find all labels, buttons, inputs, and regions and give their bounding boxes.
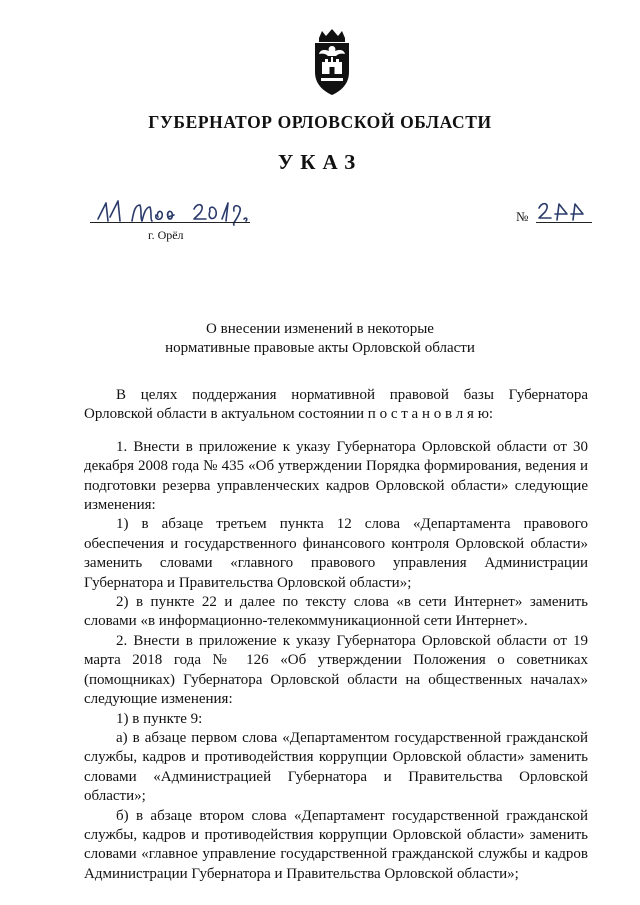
authority-title: ГУБЕРНАТОР ОРЛОВСКОЙ ОБЛАСТИ: [148, 112, 492, 132]
preamble-paragraph: В целях поддержания нормативной правовой базы Губернатора Орловской области в актуальном состоянии п о с т а н о в л я ю:: [84, 387, 588, 423]
clause-2: 2. Внести в приложение к указу Губернатора Орловской области от 19 марта 2018 года № 126 «Об утверждении Положения о советниках (помощниках) Губернатора Орловской области на общественных началах» следующие изменения:: [84, 632, 588, 708]
clause-2-item-1: 1) в пункте 9:: [116, 710, 203, 727]
clause-1-item-1: 1) в абзаце третьем пункта 12 слова «Департамента правового обеспечения и государственного финансового контроля Орловской области» заменить словами «главного правового управления Администрации Губернатора и Правительства Орловской области»;: [84, 516, 588, 591]
document-subject: [0, 320, 640, 358]
clause-1: 1. Внести в приложение к указу Губернатора Орловской области от 30 декабря 2008 года № 435 «Об утверждении Порядка формирования, ведения и подготовки резерва управленческих кадров Орловской области» следующие изменения:: [84, 438, 588, 514]
city-label: г. Орёл: [148, 228, 184, 242]
clause-2-item-1b: б) в абзаце втором слова «Департамент государственной гражданской службы, кадров и противодействия коррупции Орловской области» заменить словами «главное управление государственной гражданской службы и кадров Администрации Губернатора и Правительства Орловской области»;: [84, 807, 588, 882]
date-underline: [90, 222, 250, 223]
number-underline: [536, 222, 592, 223]
number-label: №: [516, 209, 529, 224]
subject-line-1: О внесении изменений в некоторые: [206, 321, 434, 337]
subject-line-2: нормативные правовые акты Орловской области: [165, 340, 475, 356]
document-type-title: УКАЗ: [277, 150, 363, 174]
clause-2-item-1a: а) в абзаце первом слова «Департаментом государственной гражданской службы, кадров и противодействия коррупции Орловской области» заменить словами «Администрацией Губернатора и Правительства Орловской области»;: [84, 729, 588, 805]
orel-region-coat-of-arms-icon: [307, 28, 357, 98]
document-body: [84, 386, 588, 884]
clause-1-item-2: 2) в пункте 22 и далее по тексту слова «в сети Интернет» заменить словами «в информационно-телекоммуникационной сети Интернет».: [84, 594, 588, 630]
